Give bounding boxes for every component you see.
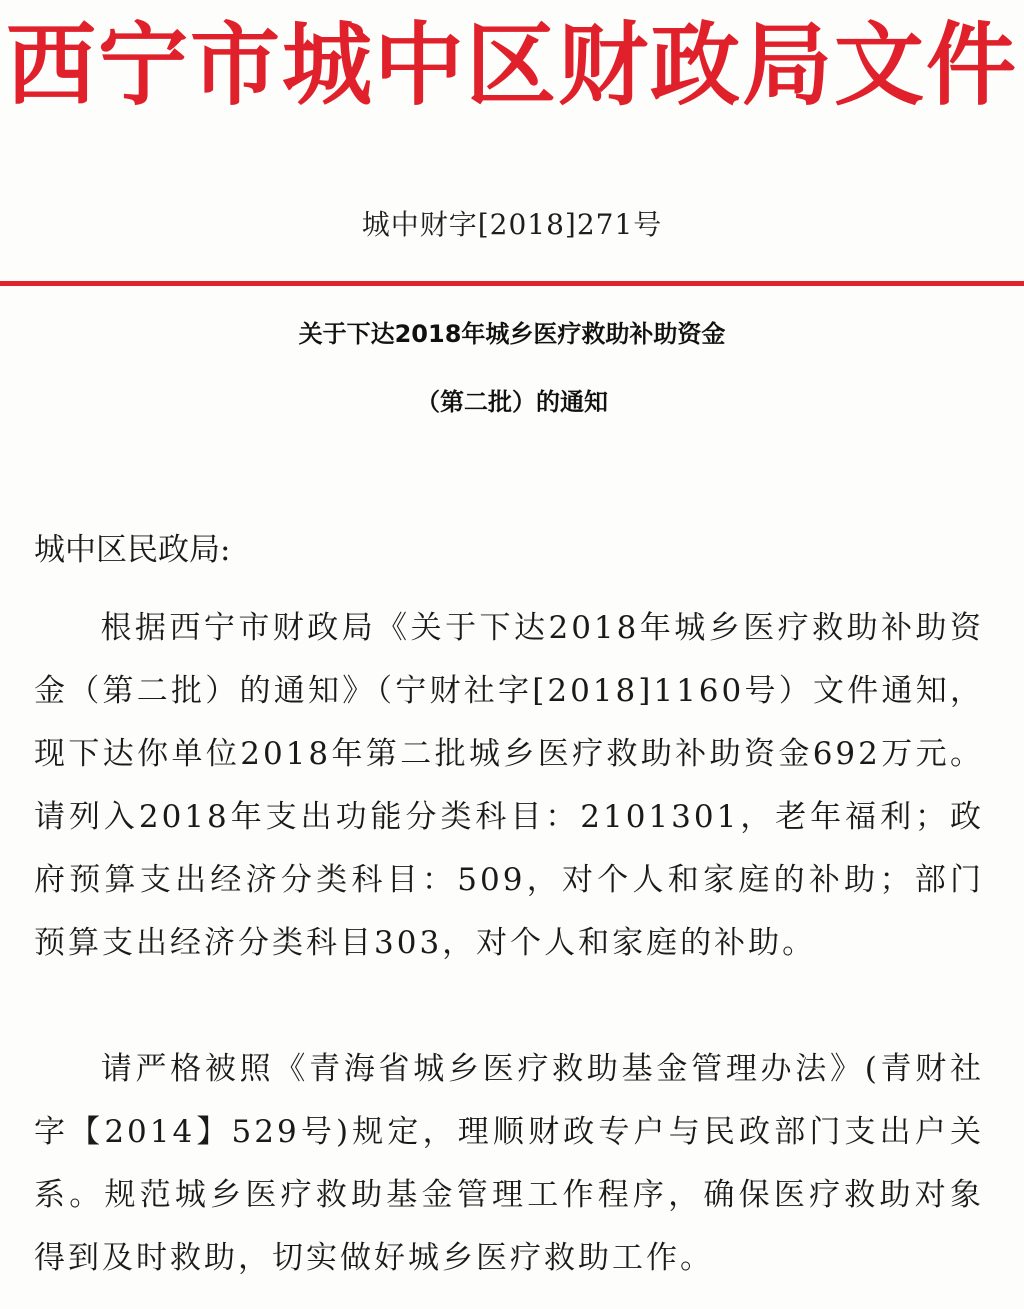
body-paragraph-1-text: 根据西宁市财政局《关于下达2018年城乡医疗救助补助资金（第二批）的通知》（宁财社字[2018]1160号）文件通知，现下达你单位2018年第二批城乡医疗救助补助资金692万元。请列入2018年支出功能分类科目：2101301，老年福利；政府预算支出经济分类科目：509，对个人和家庭的补助；部门预算支出经济分类科目303，对个人和家庭的补助。 — [34, 610, 984, 961]
body-paragraph-1 — [34, 597, 984, 975]
notice-title — [0, 300, 1024, 436]
document-number: 城中财字[2018]271号 — [361, 208, 663, 241]
body-paragraph-2 — [34, 1038, 984, 1290]
body-paragraph-2-text: 请严格被照《青海省城乡医疗救助基金管理办法》(青财社字【2014】529号)规定，理顺财政专户与民政部门支出户关系。规范城乡医疗救助基金管理工作程序，确保医疗救助对象得到及时救助，切实做好城乡医疗救助工作。 — [34, 1051, 984, 1276]
notice-title-line-1: 关于下达2018年城乡医疗救助补助资金 — [298, 320, 726, 348]
addressee: 城中区民政局: — [34, 532, 231, 568]
red-divider-line — [0, 281, 1024, 286]
issuing-authority-title: 西宁市城中区财政局文件 — [6, 12, 1018, 118]
notice-title-line-2: （第二批）的通知 — [416, 388, 608, 416]
